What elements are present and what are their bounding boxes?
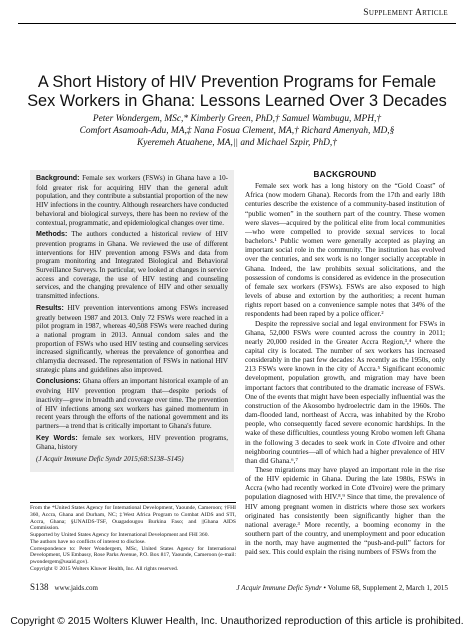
abstract-box xyxy=(30,170,234,472)
abstract-methods: Methods: The authors conducted a historical review of HIV prevention programs in Ghana. We reviewed the use of different interventions for HIV prevention among FSWs and data from program monitoring and Integrated Biological and Behavioral Surveillance Surveys. In particular, we looked at changes in service access and coverage, the use of HIV testing and counseling services, and the changing prevalence of HIV and other sexually transmitted infections. xyxy=(36,230,228,301)
page-footer xyxy=(30,582,448,592)
body-paragraph: These migrations may have played an important role in the rise of the HIV epidemic in Ghana. During the late 1980s, FSWs in Accra (who had recently worked in Cote d'Ivoire) were the primary population diagnosed with HIV.⁸,⁹ Since that time, the prevalence of HIV among pregnant women in districts where those sex workers originated has consistently been significantly higher than the national average.³ More recently, a booming economy in the southern part of the country, and unemployment and poor education in the north, may have augmented the “push-and-pull” factors for paid sex. This could explain the rising numbers of FSWs from the xyxy=(245,466,445,557)
abstract-keywords: Key Words: female sex workers, HIV prevention programs, Ghana, history xyxy=(36,433,229,452)
article-title: A Short History of HIV Prevention Programs for Female Sex Workers in Ghana: Lessons Learned Over 3 Decades xyxy=(27,73,447,110)
footnote-rule xyxy=(30,502,236,503)
footnote-correspondence: Correspondence to: Peter Wondergem, MSc, United States Agency for International Development, US Embassy, Rose Parks Avenue, P.O. Box 817, Yaounde, Cameroon (e-mail: pwondergem@usaid.gov). xyxy=(30,545,236,565)
footnote-copyright: Copyright © 2015 Wolters Kluwer Health, Inc. All rights reserved. xyxy=(30,565,179,572)
footnotes xyxy=(30,502,236,573)
header-rule xyxy=(18,23,456,24)
abstract-background: Background: Female sex workers (FSWs) in Ghana have a 10-fold greater risk for acquiring HIV than the general adult population, and they contribute a substantial proportion of the new HIV infections in the country. Although researchers have conducted behavioral and biological surveys, there has been no review of the contextual, programmatic, and epidemiological changes over time. xyxy=(36,174,228,227)
journal-citation: J Acquir Immune Defic Syndr • Volume 68, Supplement 2, March 1, 2015 xyxy=(236,584,448,592)
section-label: Supplement Article xyxy=(363,8,448,18)
section-heading: BACKGROUND xyxy=(313,170,377,179)
abstract-citation: (J Acquir Immune Defic Syndr 2015;68:S138–S145) xyxy=(36,455,184,464)
footnote-affiliations: From the *United States Agency for International Development, Yaounde, Cameroon; †FHI 360, Accra, Ghana and Durham, NC; ‡West Africa Program to Combat AIDS and STI, Accra, Ghana; §UNAIDS-TSF, Ouagadougou Burkina Faso; and ||Ghana AIDS Commission. xyxy=(30,505,236,532)
author-line: Peter Wondergem, MSc,* Kimberly Green, PhD,† Samuel Wambugu, MPH,† xyxy=(92,114,382,124)
author-list xyxy=(40,114,434,149)
page-id: S138 xyxy=(30,582,49,592)
abstract-results: Results: HIV prevention interventions among FSWs increased greatly between 1987 and 2013. Only 72 FSWs were reached in a pilot program in 1987, whereas 40,508 FSWs were reached during a national program in 2013. Annual condom sales and the proportion of FSWs who used HIV testing and counseling services increased significantly, whereas the prevalence of gonorrhea and chlamydia decreased. The representation of FSWs in national HIV strategic plans and guidelines also improved. xyxy=(36,303,228,374)
journal-url[interactable]: www.jaids.com xyxy=(54,584,98,592)
footnote-support: Supported by United States Agency for International Development and FHI 360. xyxy=(30,532,209,538)
body-paragraph: Female sex work has a long history on the “Gold Coast” of Africa (now modern Ghana). Records from the 17th and early 18th centuries describe the existence of a community-based institution of “public women” in the southern part of the country. These women were slaves—acquired by the political elite from local communities—who were compelled to provide sexual services to local bachelors.¹ Public women were generally accepted as playing an important social role in the community. The institution has evolved over the centuries, and sex work is no longer socially acceptable in Ghana. Indeed, the law prohibits sexual solicitations, and the possession of condoms is considered as evidence in the prosecution of female sex workers (FSWs). FSWs are also exposed to high levels of abuse and extortion by the authorities; a recent human rights report based on a convenience sample notes that 34% of the respondents had been raped by a police officer.² xyxy=(245,182,445,319)
body-paragraph: Despite the repressive social and legal environment for FSWs in Ghana, 52,000 FSWs were counted across the country in 2011; nearly 20,000 resided in the Greater Accra Region,³,⁴ where the capital city is located. The number of sex workers has increased considerably in the past few decades: As recently as the 1950s, only 213 FSWs were known in the city of Accra.⁵ Significant economic development, population growth, and migration may have been important factors that contributed to the dramatic increase of FSWs. One of the events that might have been especially influential was the construction of the Akosombo hydroelectric dam in the 1960s. The dam-flooded land, northeast of Accra, was inhabited by the Krobo people, who consequently faced severe economic hardships. In the wake of these difficulties, countless young Krobo women left Ghana in the following 3 decades to seek work in Cote d'Ivoire and other neighboring countries—all of which had a higher prevalence of HIV than did Ghana.⁶,⁷ xyxy=(245,319,445,465)
abstract-conclusions: Conclusions: Ghana offers an important historical example of an evolving HIV prevention program that—despite periods of inactivity—grew in breadth and coverage over time. The prevention of HIV infections among sex workers has gained momentum in recent years through the efforts of the national government and its partners—a trend that is critically important to Ghana's future. xyxy=(36,377,228,430)
copyright-banner: Copyright © 2015 Wolters Kluwer Health, Inc. Unauthorized reproduction of this article is prohibited. xyxy=(0,612,474,632)
author-line: Kyeremeh Atuahene, MA,|| and Michael Szpir, PhD,† xyxy=(137,137,337,148)
footnote-conflicts: The authors have no conflicts of interest to disclose. xyxy=(30,538,146,545)
author-line: Comfort Asamoah-Adu, MA,‡ Nana Fosua Clement, MA,† Richard Amenyah, MD,§ xyxy=(79,125,395,136)
background-section xyxy=(245,170,445,580)
